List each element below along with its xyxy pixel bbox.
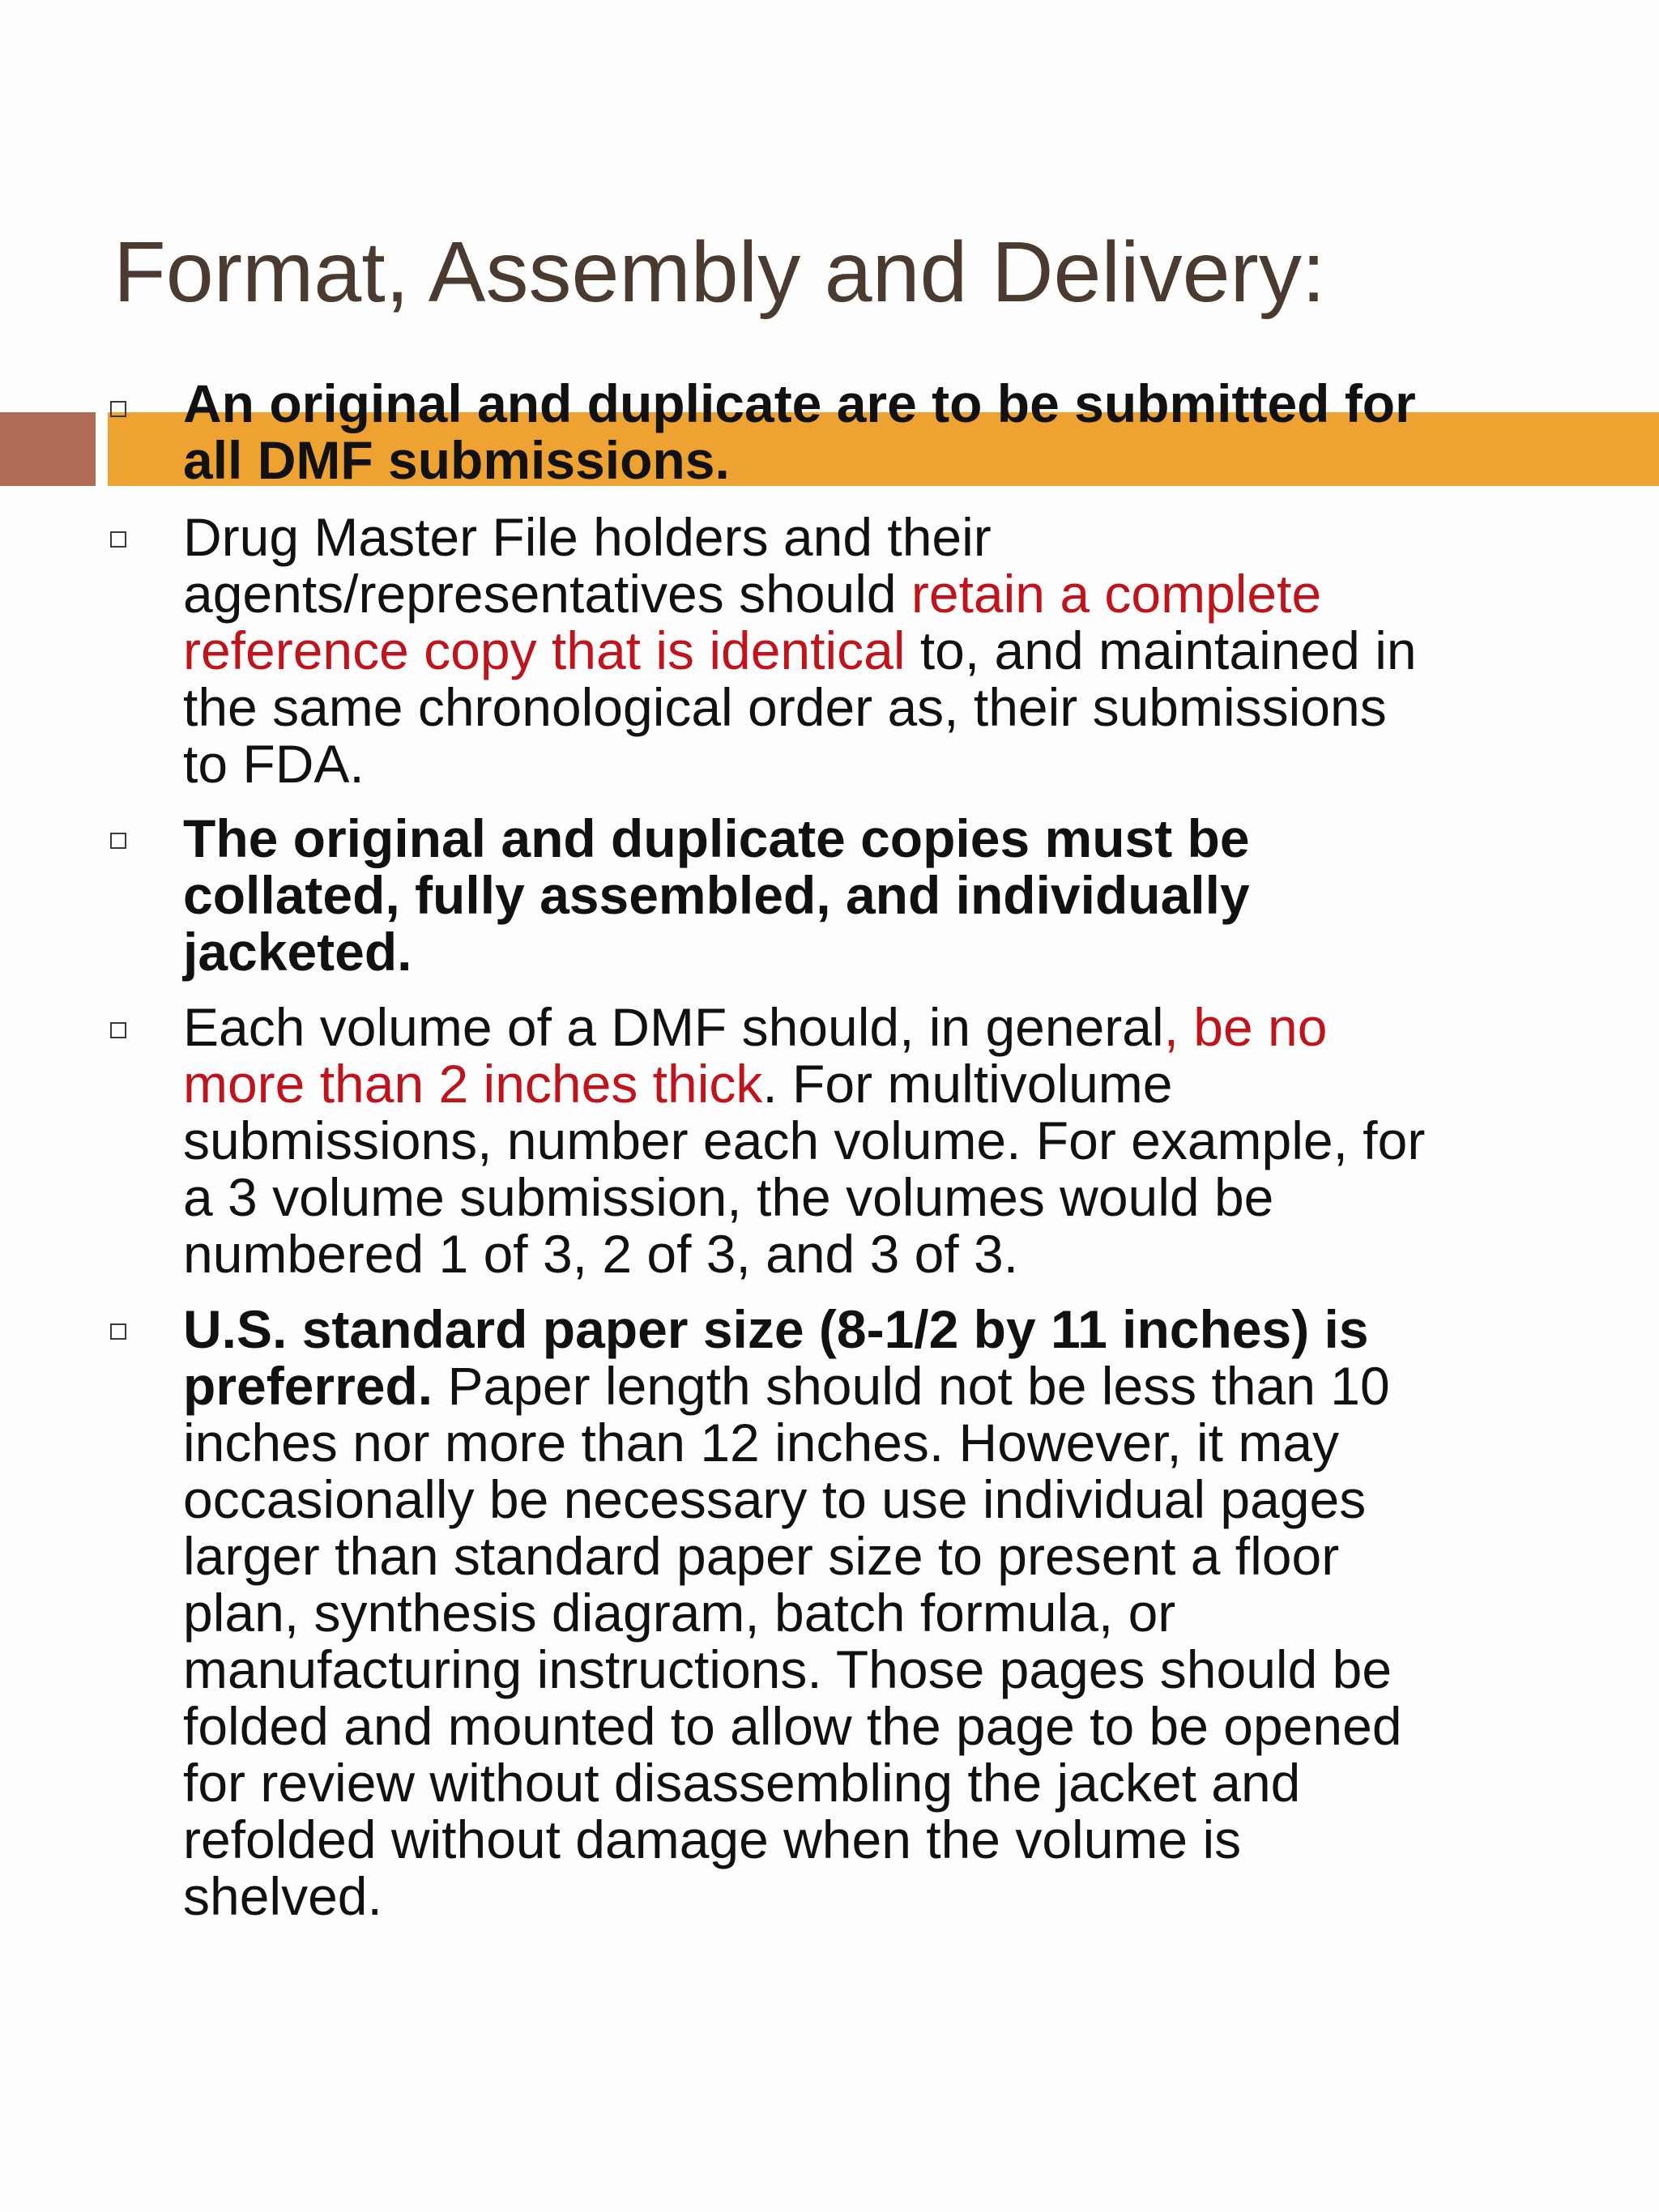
bold-text: preferred.: [183, 1356, 433, 1416]
bullet-line: Paper length should not be less than 10: [433, 1356, 1390, 1416]
bullet-text: [183, 999, 1560, 1282]
square-bullet-icon: [110, 1022, 126, 1038]
bullet-line: submissions, number each volume. For example, for: [183, 1110, 1426, 1170]
highlighted-text: , be no: [1163, 997, 1328, 1057]
accent-block: [0, 412, 96, 486]
bullet-line: larger than standard paper size to present a floor: [183, 1526, 1340, 1586]
bullet-line: agents/representatives should: [183, 564, 911, 624]
bullet-line: Drug Master File holders and their: [183, 507, 992, 567]
highlighted-text: retain a complete: [911, 564, 1322, 624]
bullet-line: . For multivolume: [762, 1054, 1173, 1114]
bullet-line: Each volume of a DMF should, in general: [183, 997, 1164, 1057]
bullet-line: the same chronological order as, their submissions: [183, 677, 1387, 737]
square-bullet-icon: [110, 401, 126, 417]
highlighted-text: more than 2 inches thick: [183, 1054, 763, 1114]
bullet-line: An original and duplicate are to be submitted for: [183, 373, 1416, 433]
bullet-line: occasionally be necessary to use individual pages: [183, 1469, 1367, 1529]
bullet-line: inches nor more than 12 inches. However, it may: [183, 1413, 1340, 1473]
bullet-line: plan, synthesis diagram, batch formula, or: [183, 1583, 1176, 1643]
bullet-line: folded and mounted to allow the page to be opened: [183, 1696, 1402, 1756]
bullet-line: numbered 1 of 3, 2 of 3, and 3 of 3.: [183, 1224, 1019, 1284]
bullet-line: all DMF submissions.: [183, 430, 730, 490]
bullet-line: a 3 volume submission, the volumes would be: [183, 1167, 1274, 1227]
bullet-line: to FDA.: [183, 734, 365, 794]
bullet-line: manufacturing instructions. Those pages should be: [183, 1639, 1392, 1699]
bullet-line: U.S. standard paper size (8-1/2 by 11 inches) is: [183, 1299, 1369, 1359]
bullet-text: [183, 810, 1560, 980]
bullet-text: [183, 375, 1560, 488]
bullet-line: to, and maintained in: [905, 620, 1417, 680]
highlighted-text: reference copy that is identical: [183, 620, 906, 680]
bullet-line: The original and duplicate copies must be: [183, 808, 1250, 868]
bullet-line: for review without disassembling the jacket and: [183, 1753, 1301, 1813]
bullet-line: refolded without damage when the volume is: [183, 1809, 1242, 1869]
bullet-text: [183, 509, 1560, 792]
bullet-line: collated, fully assembled, and individually: [183, 865, 1250, 925]
square-bullet-icon: [110, 531, 126, 548]
square-bullet-icon: [110, 833, 126, 849]
square-bullet-icon: [110, 1323, 126, 1340]
bullet-text: [183, 1301, 1560, 1924]
bullet-line: shelved.: [183, 1866, 382, 1926]
bullet-line: jacketed.: [183, 922, 412, 982]
slide-title: Format, Assembly and Delivery:: [113, 224, 1326, 320]
